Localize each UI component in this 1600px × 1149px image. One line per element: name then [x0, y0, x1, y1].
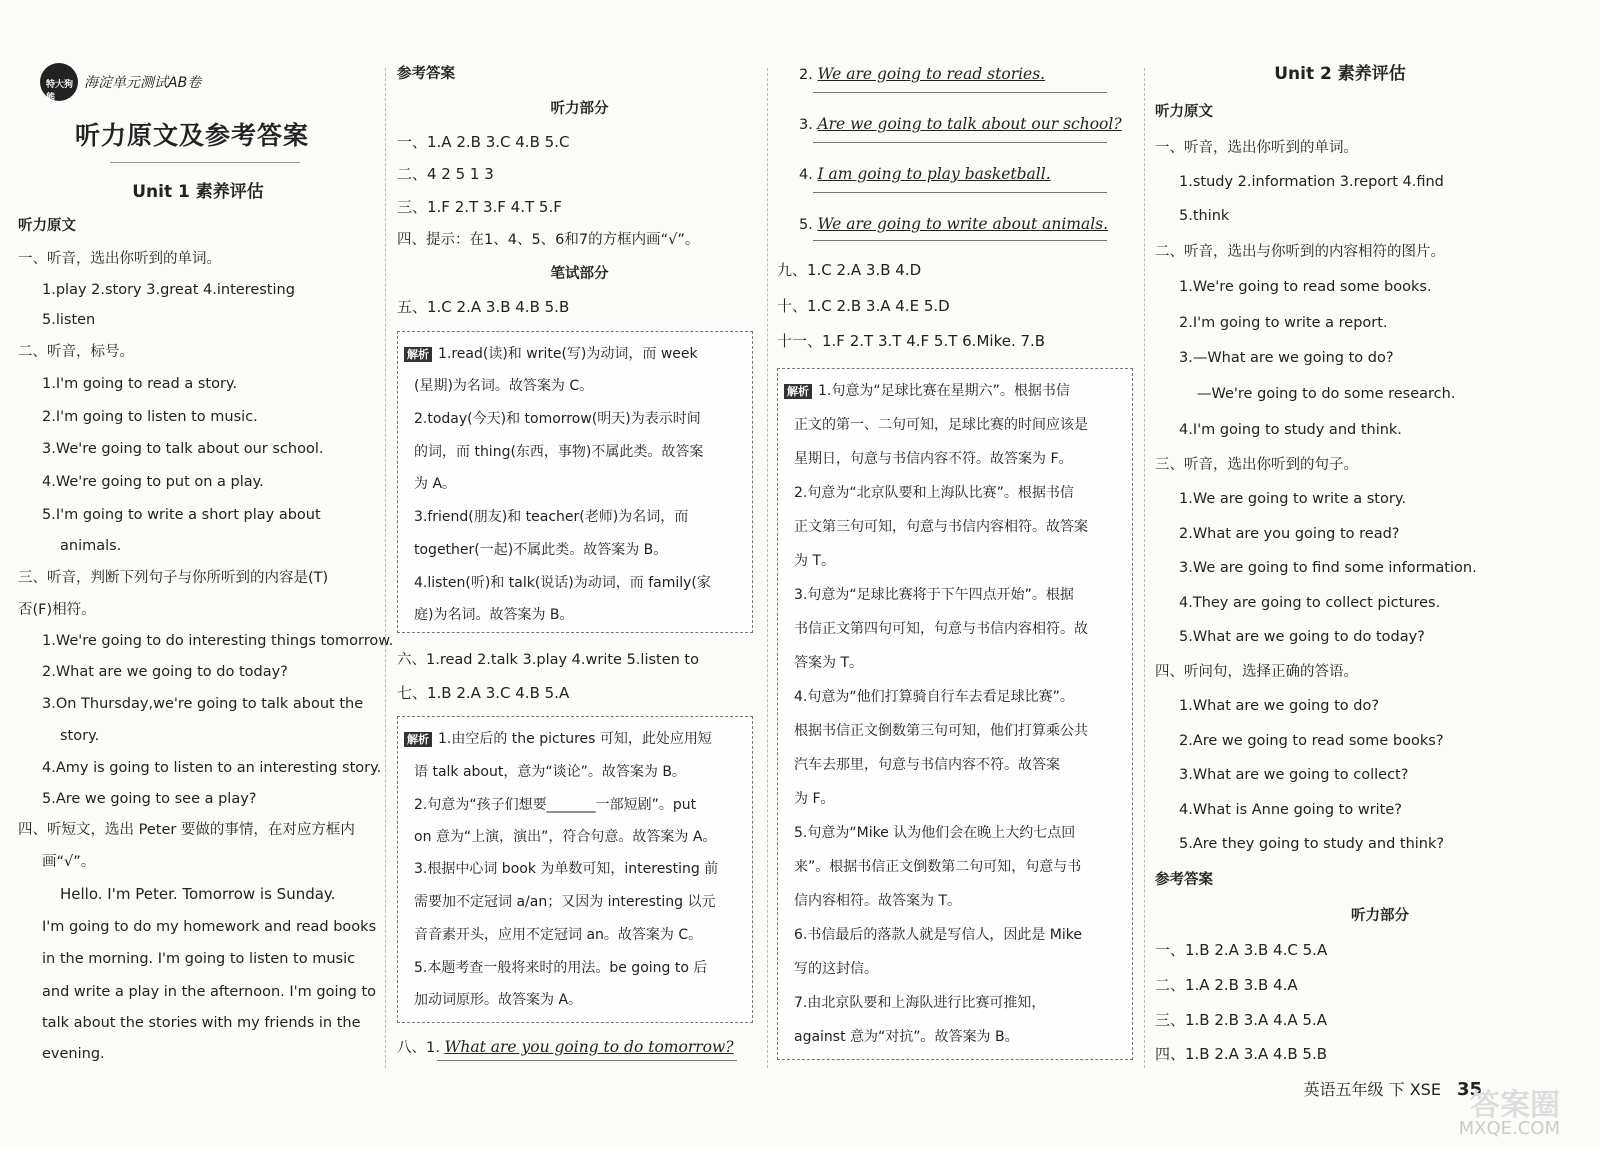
analysis-line: 1.由空后的 the pictures 可知，此处应用短: [438, 731, 712, 747]
analysis-line: 需要加不定冠词 a/an；又因为 interesting 以元: [414, 894, 716, 910]
analysis-line: 1.read(读)和 write(写)为动词，而 week: [438, 346, 698, 362]
transcript-line: animals.: [60, 538, 122, 554]
analysis-tag: 解析: [784, 384, 812, 399]
transcript-line: 4.We're going to put on a play.: [42, 474, 264, 490]
transcript-line: 2.What are we going to do today?: [42, 664, 288, 680]
analysis-line: 2.today(今天)和 tomorrow(明天)为表示时间: [414, 411, 701, 427]
watermark: 答案圈: [1470, 1088, 1560, 1123]
answer-number: 八、1.: [397, 1040, 440, 1056]
analysis-line: 庭)为名词。故答案为 B。: [414, 607, 574, 623]
transcript-line: 5.Are they going to study and think?: [1179, 836, 1445, 852]
answer-line: 七、1.B 2.A 3.C 4.B 5.A: [397, 684, 570, 702]
analysis-line: 正文的第一、二句可知，足球比赛的时间应该是: [794, 417, 1088, 433]
transcript-line: 1.We're going to read some books.: [1179, 279, 1432, 295]
handwriting-row: [799, 114, 1122, 135]
analysis-line: (星期)为名词。故答案为 C。: [414, 378, 594, 394]
analysis-line: 语 talk about，意为“谈论”。故答案为 B。: [414, 764, 686, 780]
answer-number: 2.: [799, 67, 813, 83]
answer-number: 4.: [799, 167, 813, 183]
analysis-line: 3.句意为“足球比赛将于下午四点开始”。根据: [794, 587, 1074, 603]
handwritten-answer: What are you going to do tomorrow?: [444, 1038, 734, 1056]
analysis-line: 为 T。: [794, 553, 836, 569]
analysis-line: 汽车去那里，句意与书信内容不符。故答案: [794, 757, 1060, 773]
analysis-line: 正文第三句可知，句意与书信内容相符。故答案: [794, 519, 1088, 535]
passage-line: talk about the stories with my friends in the: [42, 1015, 361, 1031]
passage-line: Hello. I'm Peter. Tomorrow is Sunday.: [60, 885, 336, 903]
passage-line: evening.: [42, 1046, 105, 1062]
series-title: 海淀单元测试AB卷: [84, 75, 202, 91]
transcript-line: 3.What are we going to collect?: [1179, 767, 1409, 783]
word-list: 5.listen: [42, 312, 96, 328]
column-divider: [1144, 68, 1145, 1068]
transcript-line: 4.I'm going to study and think.: [1179, 422, 1402, 438]
writing-rule: [813, 92, 1107, 93]
writing-rule: [813, 240, 1107, 241]
transcript-line: 2.I'm going to write a report.: [1179, 315, 1388, 331]
analysis-line: 2.句意为“孩子们想要_______一部短剧”。put: [414, 797, 697, 813]
analysis-line: 书信正文第四句可知，句意与书信内容相符。故: [794, 621, 1088, 637]
analysis-line: 信内容相符。故答案为 T。: [794, 893, 962, 909]
answer-line: 一、1.B 2.A 3.B 4.C 5.A: [1155, 941, 1328, 959]
transcript-line: 1.We're going to do interesting things tomorrow.: [42, 633, 394, 649]
handwritten-answer: Are we going to talk about our school?: [817, 115, 1122, 133]
answer-line: 一、1.A 2.B 3.C 4.B 5.C: [397, 133, 570, 151]
answer-line: 二、1.A 2.B 3.B 4.A: [1155, 976, 1298, 994]
unit-heading: Unit 2 素养评估: [1274, 64, 1406, 84]
subsection-label: 听力部分: [550, 101, 609, 117]
analysis-line: together(一起)不属此类。故答案为 B。: [414, 542, 668, 558]
transcript-line: 2.Are we going to read some books?: [1179, 733, 1444, 749]
transcript-line: 1.I'm going to read a story.: [42, 376, 238, 392]
transcript-line: 1.We are going to write a story.: [1179, 491, 1406, 507]
word-list: 1.study 2.information 3.report 4.find: [1179, 174, 1444, 190]
analysis-line: 来”。根据书信正文倒数第二句可知，句意与书: [794, 859, 1082, 875]
subsection-label: 听力部分: [1351, 908, 1409, 924]
transcript-line: 5.What are we going to do today?: [1179, 629, 1425, 645]
analysis-line: 1.句意为“足球比赛在星期六”。根据书信: [818, 383, 1070, 399]
answer-line: 六、1.read 2.talk 3.play 4.write 5.listen to: [397, 652, 699, 668]
answer-line: 五、1.C 2.A 3.B 4.B 5.B: [397, 298, 570, 316]
question-heading: 三、听音，判断下列句子与你所听到的内容是(T): [18, 570, 329, 586]
answer-line: 四、提示：在1、4、5、6和7的方框内画“√”。: [397, 232, 700, 248]
answer-number: 5.: [799, 217, 813, 233]
analysis-line: 2.句意为“北京队要和上海队比赛”。根据书信: [794, 485, 1074, 501]
transcript-line: —We're going to do some research.: [1197, 386, 1456, 402]
handwritten-answer: We are going to write about animals.: [817, 215, 1109, 233]
subsection-label: 笔试部分: [550, 266, 609, 282]
transcript-line: 4.What is Anne going to write?: [1179, 802, 1402, 818]
question-heading: 一、听音，选出你听到的单词。: [18, 251, 221, 267]
column-divider: [767, 68, 768, 1068]
passage-line: in the morning. I'm going to listen to music: [42, 951, 356, 967]
column-divider: [385, 68, 386, 1068]
question-heading: 三、听音，选出你听到的句子。: [1155, 457, 1358, 473]
handwritten-answer: We are going to read stories.: [817, 65, 1046, 83]
page-title: 听力原文及参考答案: [75, 121, 310, 150]
analysis-line: 3.根据中心词 book 为单数可知，interesting 前: [414, 861, 719, 877]
question-heading: 一、听音，选出你听到的单词。: [1155, 140, 1358, 156]
transcript-line: 2.What are you going to read?: [1179, 526, 1400, 542]
transcript-line: 4.Amy is going to listen to an interesting story.: [42, 760, 382, 776]
answer-line: 十一、1.F 2.T 3.T 4.F 5.T 6.Mike. 7.B: [777, 332, 1046, 350]
title-rule: [110, 162, 300, 163]
section-label: 听力原文: [1155, 104, 1213, 120]
analysis-line: 加动词原形。故答案为 A。: [414, 992, 583, 1008]
transcript-line: 3.We are going to find some information.: [1179, 560, 1477, 576]
handwriting-row: [799, 214, 1108, 235]
section-label: 参考答案: [397, 66, 455, 82]
section-label: 参考答案: [1155, 872, 1213, 888]
word-list: 1.play 2.story 3.great 4.interesting: [42, 282, 295, 298]
transcript-line: 3.On Thursday,we're going to talk about the: [42, 696, 364, 712]
analysis-line: 为 F。: [794, 791, 835, 807]
writing-rule: [437, 1060, 737, 1061]
transcript-line: 5.I'm going to write a short play about: [42, 507, 321, 523]
page-number: 35: [1456, 1079, 1482, 1100]
analysis-tag: 解析: [404, 347, 432, 362]
watermark-url: MXQE.COM: [1458, 1118, 1560, 1139]
writing-rule: [813, 192, 1107, 193]
publisher-logo: [40, 63, 78, 101]
analysis-line: 根据书信正文倒数第三句可知，他们打算乘公共: [794, 723, 1088, 739]
handwritten-answer: I am going to play basketball.: [817, 165, 1051, 183]
logo-text: 特大狗熊: [46, 80, 74, 103]
analysis-tag: 解析: [404, 732, 432, 747]
word-list: 5.think: [1179, 208, 1230, 224]
analysis-line: 7.由北京队要和上海队进行比赛可推知，: [794, 995, 1046, 1011]
answer-line: 二、4 2 5 1 3: [397, 165, 494, 183]
answer-line: [397, 1037, 734, 1058]
answer-line: 四、1.B 2.A 3.A 4.B 5.B: [1155, 1045, 1328, 1063]
analysis-line: 写的这封信。: [794, 961, 878, 977]
analysis-box: [777, 368, 1133, 1060]
analysis-line: 5.句意为“Mike 认为他们会在晚上大约七点回: [794, 825, 1076, 841]
question-heading: 画“√”。: [42, 854, 96, 870]
transcript-line: story.: [60, 728, 100, 744]
analysis-line: 4.listen(听)和 talk(说话)为动词，而 family(家: [414, 575, 711, 591]
answer-line: 十、1.C 2.B 3.A 4.E 5.D: [777, 297, 950, 315]
unit-heading: Unit 1 素养评估: [132, 182, 264, 202]
transcript-line: 1.What are we going to do?: [1179, 698, 1380, 714]
answer-number: 3.: [799, 117, 813, 133]
question-heading: 否(F)相符。: [18, 602, 96, 618]
analysis-line: 的词，而 thing(东西，事物)不属此类。故答案: [414, 444, 704, 460]
question-heading: 四、听问句，选择正确的答语。: [1155, 664, 1358, 680]
analysis-box: [397, 331, 753, 633]
analysis-line: 4.句意为“他们打算骑自行车去看足球比赛”。: [794, 689, 1074, 705]
question-heading: 四、听短文，选出 Peter 要做的事情，在对应方框内: [18, 822, 355, 838]
analysis-line: 音音素开头，应用不定冠词 an。故答案为 C。: [414, 927, 703, 943]
analysis-line: 5.本题考查一般将来时的用法。be going to 后: [414, 960, 708, 976]
answer-line: 三、1.B 2.B 3.A 4.A 5.A: [1155, 1011, 1327, 1029]
transcript-line: 3.—What are we going to do?: [1179, 350, 1394, 366]
handwriting-row: [799, 164, 1051, 185]
transcript-line: 3.We're going to talk about our school.: [42, 441, 324, 457]
passage-line: and write a play in the afternoon. I'm going to: [42, 984, 377, 1000]
handwriting-row: [799, 64, 1045, 85]
transcript-line: 4.They are going to collect pictures.: [1179, 595, 1441, 611]
writing-rule: [813, 142, 1107, 143]
analysis-line: 星期日，句意与书信内容不符。故答案为 F。: [794, 451, 1073, 467]
transcript-line: 2.I'm going to listen to music.: [42, 409, 258, 425]
passage-line: I'm going to do my homework and read books: [42, 919, 377, 935]
transcript-line: 5.Are we going to see a play?: [42, 791, 257, 807]
page-footer: [1304, 1077, 1482, 1100]
section-label: 听力原文: [18, 218, 76, 234]
analysis-line: 答案为 T。: [794, 655, 864, 671]
analysis-line: 6.书信最后的落款人就是写信人，因此是 Mike: [794, 927, 1082, 943]
question-heading: 二、听音，选出与你听到的内容相符的图片。: [1155, 244, 1445, 260]
answer-line: 三、1.F 2.T 3.F 4.T 5.F: [397, 198, 562, 216]
analysis-line: against 意为“对抗”。故答案为 B。: [794, 1029, 1019, 1045]
analysis-line: on 意为“上演，演出”，符合句意。故答案为 A。: [414, 829, 717, 845]
question-heading: 二、听音，标号。: [18, 344, 134, 360]
analysis-line: 3.friend(朋友)和 teacher(老师)为名词，而: [414, 509, 689, 525]
answer-line: 九、1.C 2.A 3.B 4.D: [777, 261, 922, 279]
analysis-line: 为 A。: [414, 476, 457, 492]
subject-label: 英语五年级 下 XSE: [1303, 1080, 1441, 1099]
analysis-box: [397, 716, 753, 1023]
